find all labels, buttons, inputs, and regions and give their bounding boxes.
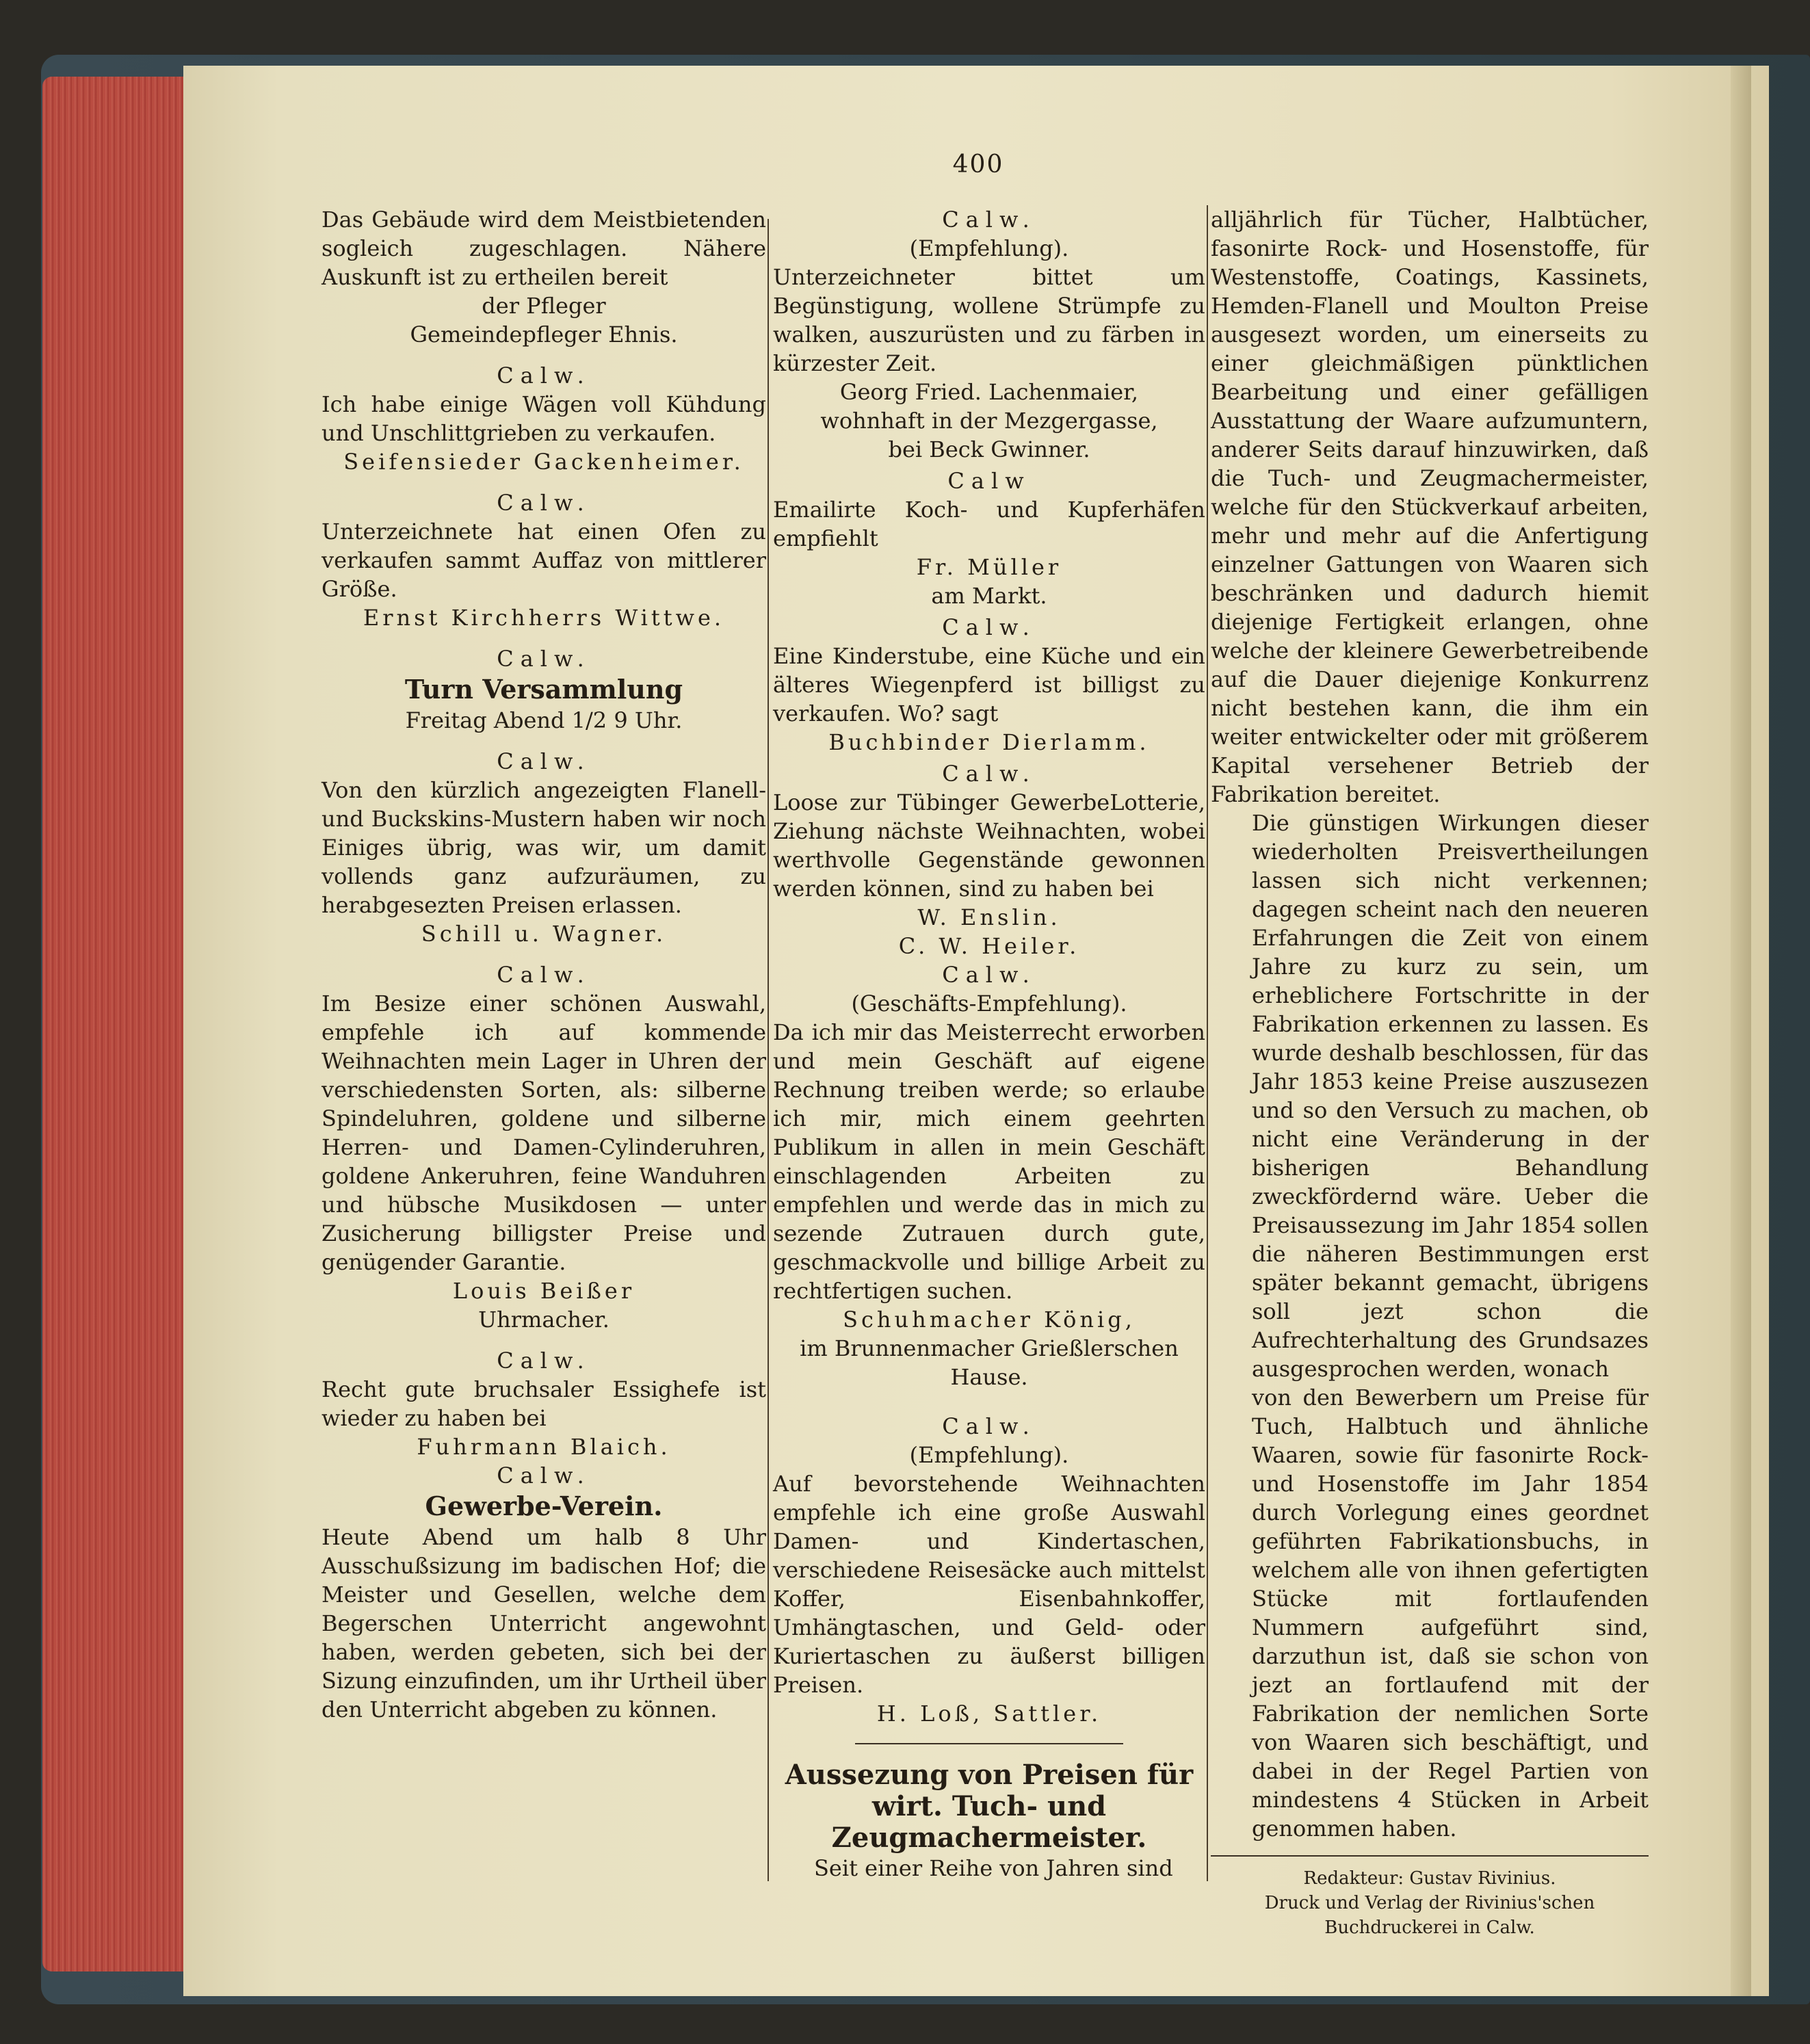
notice-place: Calw. bbox=[497, 962, 591, 988]
notice-text: Da ich mir das Meisterrecht erworben und mein Geschäft auf eigene Rechnung treiben werde; so erlaube ich mir, mich einem geehrten Publikum in allen in mein Geschäft einschlagenden Arbeiten zu empfehlen und werde das in mich zu sezende Zutrauen durch gute, geschmackvolle und billige Arbeit zu rechtfertigen suchen. bbox=[773, 1019, 1205, 1304]
notice-signature: W. Enslin. bbox=[917, 904, 1061, 930]
notice-place: Calw. bbox=[497, 363, 591, 389]
notice-text: Unterzeichneter bittet um Begünstigung, wollene Strümpfe zu walken, auszurüsten und zu färben in kürzester Zeit. bbox=[773, 264, 1205, 376]
notice bbox=[773, 960, 1205, 1391]
page-number: 400 bbox=[952, 150, 1004, 179]
notice-signature: Georg Fried. Lachenmaier, bbox=[839, 379, 1139, 405]
notice bbox=[322, 960, 766, 1334]
column-rule-left bbox=[768, 219, 769, 1881]
notice-place: Calw. bbox=[497, 748, 591, 774]
notice-subtitle: (Empfehlung). bbox=[909, 1442, 1069, 1468]
notice-title: Turn Versammlung bbox=[404, 674, 683, 705]
notice-signature: Gemeindepfleger Ehnis. bbox=[410, 322, 678, 348]
notice-signature: im Brunnenmacher Grießlerschen bbox=[800, 1335, 1179, 1361]
notice-signature: Fr. Müller bbox=[916, 554, 1062, 580]
notice-place: Calw. bbox=[942, 207, 1036, 233]
notice-signature: Ernst Kirchherrs Wittwe. bbox=[363, 605, 725, 631]
notice-text: Auf bevorstehende Weihnachten empfehle ich eine große Auswahl Damen- und Kindertaschen, verschiedene Reisesäcke auch mittelst Koffer, Eisenbahnkoffer, Umhängtaschen, und Geld- oder Kuriertaschen zu äußerst billigen Preisen. bbox=[773, 1471, 1205, 1698]
notice-text: Ich habe einige Wägen voll Kühdung und Unschlittgrieben zu verkaufen. bbox=[322, 391, 766, 446]
section-divider bbox=[855, 1743, 1123, 1744]
article-text: Seit einer Reihe von Jahren sind bbox=[814, 1855, 1173, 1881]
notice-place: Calw. bbox=[942, 1413, 1036, 1439]
notice-place: Calw bbox=[947, 468, 1031, 494]
notice-signature: Uhrmacher. bbox=[478, 1307, 609, 1333]
page-edges bbox=[42, 77, 190, 1971]
notice-place: Calw. bbox=[942, 761, 1036, 787]
notice-place: Calw. bbox=[497, 646, 591, 672]
notice-text: Eine Kinderstube, eine Küche und ein älteres Wiegenpferd ist billigst zu verkaufen. Wo? sagt bbox=[773, 643, 1205, 726]
notice bbox=[322, 1346, 766, 1461]
notice-signature: Fuhrmann Blaich. bbox=[417, 1434, 671, 1460]
notice-place: Calw. bbox=[942, 962, 1036, 988]
editor-line: Redakteur: Gustav Rivinius. bbox=[1303, 1868, 1556, 1889]
notice-text: Von den kürzlich angezeigten Flanell- und Buckskins-Mustern haben wir noch Einiges übrig, was wir, um damit vollends ganz aufzuräumen, zu herabgesezten Preisen erlassen. bbox=[322, 777, 766, 918]
notice-signature: der Pfleger bbox=[482, 293, 606, 319]
notice-signature: Buchbinder Dierlamm. bbox=[828, 729, 1150, 755]
notice bbox=[773, 205, 1205, 464]
article-text: alljährlich für Tücher, Halbtücher, fasonirte Rock- und Hosenstoffe, für Westenstoffe, Coatings, Kassinets, Hemden-Flanell und Moulton Preise ausgesezt worden, um einerseits zu einer gleichmäßigen pünktlichen Bearbeitung und einer gefälligen Ausstattung der Waare aufzumuntern, anderer Seits darauf hinzuwirken, daß die Tuch- und Zeugmachermeister, welche für den Stückverkauf arbeiten, mehr und mehr auf die Anfertigung einzelner Gattungen von Waaren sich beschränken und dadurch hiemit diejenige Fertigkeit erlangen, ohne welche der kleinere Gewerbetreibende auf die Dauer diejenige Konkurrenz nicht bestehen kann, die ihm ein weiter entwickelter oder mit größerem Kapital versehener Betrieb der Fabrikation bereitet. bbox=[1211, 207, 1649, 807]
notice-signature: bei Beck Gwinner. bbox=[888, 436, 1090, 462]
notice-text: Emailirte Koch- und Kupferhäfen empfiehlt bbox=[773, 497, 1205, 551]
notice-signature: Hause. bbox=[950, 1364, 1028, 1390]
notice-signature: Schill u. Wagner. bbox=[421, 921, 667, 947]
notice-text: Im Besize einer schönen Auswahl, empfehle ich auf kommende Weihnachten mein Lager in Uhren der verschiedensten Sorten, als: silberne Spindeluhren, goldene und silberne Herren- und Damen-Cylinderuhren, goldene Ankeruhren, feine Wanduhren und hübsche Musikdosen — unter Zusicherung billigster Preise und genügender Garantie. bbox=[322, 991, 766, 1275]
column-middle bbox=[773, 205, 1205, 1883]
imprint-divider bbox=[1211, 1855, 1649, 1857]
notice-subtitle: (Empfehlung). bbox=[909, 235, 1069, 261]
notice-title: Gewerbe-Verein. bbox=[425, 1491, 663, 1521]
column-rule-right bbox=[1207, 205, 1208, 1881]
notice-signature: C. W. Heiler. bbox=[898, 933, 1080, 959]
printer-line: Druck und Verlag der Rivinius'schen Buchdruckerei in Calw. bbox=[1264, 1893, 1595, 1938]
notice-place: Calw. bbox=[497, 1348, 591, 1374]
notice-text: Recht gute bruchsaler Essighefe ist wieder zu haben bei bbox=[322, 1376, 766, 1431]
notice bbox=[322, 488, 766, 632]
notice bbox=[322, 644, 766, 735]
notice bbox=[773, 467, 1205, 610]
article-headline: Aussezung von Preisen für wirt. Tuch- und Zeugmachermeister. bbox=[785, 1759, 1194, 1854]
notice-place: Calw. bbox=[497, 1463, 591, 1489]
notice bbox=[322, 1461, 766, 1724]
notice-signature: Schuhmacher König, bbox=[843, 1307, 1136, 1333]
notice-text: Freitag Abend 1/2 9 Uhr. bbox=[405, 707, 683, 733]
column-left bbox=[322, 205, 766, 1724]
notice-place: Calw. bbox=[942, 614, 1036, 640]
notice bbox=[322, 361, 766, 476]
notice-place: Calw. bbox=[497, 490, 591, 516]
article-text: Die günstigen Wirkungen dieser wiederholten Preisvertheilungen lassen sich nicht verkennen; dagegen scheint nach den neueren Erfahrungen die Zeit von einem Jahre zu kurz zu sein, um erheblichere Fortschritte in der Fabrikation erkennen zu lassen. Es wurde deshalb beschlossen, für das Jahr 1853 keine Preise auszusezen und so den Versuch zu machen, ob nicht eine Veränderung in der bisherigen Behandlung zweckfördernd wäre. Ueber die Preisaussezung im Jahr 1854 sollen die näheren Bestimmungen erst später bekannt gemacht, übrigens soll jezt schon die Aufrechterhaltung des Grundsazes ausgesprochen werden, wonach bbox=[1252, 810, 1649, 1382]
notice-text: Loose zur Tübinger GewerbeLotterie, Ziehung nächste Weihnachten, wobei werthvolle Gegenstände gewonnen werden können, sind zu haben bei bbox=[773, 789, 1205, 902]
notice bbox=[322, 205, 766, 349]
notice-text: Heute Abend um halb 8 Uhr Ausschußsizung im badischen Hof; die Meister und Gesellen, welche dem Begerschen Unterricht angewohnt haben, werden gebeten, sich bei der Sizung einzufinden, um ihr Urtheil über den Unterricht abgeben zu können. bbox=[322, 1524, 766, 1722]
article bbox=[773, 1759, 1205, 1883]
column-right bbox=[1211, 205, 1649, 1940]
notice bbox=[773, 613, 1205, 757]
notice-subtitle: (Geschäfts-Empfehlung). bbox=[851, 991, 1127, 1017]
notice-signature: wohnhaft in der Mezgergasse, bbox=[820, 408, 1158, 434]
page-gutter-shadow bbox=[1731, 66, 1751, 1996]
notice-signature: H. Loß, Sattler. bbox=[876, 1701, 1102, 1727]
article-text: von den Bewerbern um Preise für Tuch, Halbtuch und ähnliche Waaren, sowie für fasonirte Rock- und Hosenstoffe im Jahr 1854 durch Vorlegung eines geordnet geführten Fabrikationsbuchs, in welchem alle von ihnen gefertigten Stücke mit fortlaufenden Nummern aufgeführt sind, darzuthun ist, daß sie schon von jezt an fortlaufend mit der Fabrikation der nemlichen Sorte von Waaren sich beschäftigt, und dabei in der Regel Partien von mindestens 4 Stücken in Arbeit genommen haben. bbox=[1252, 1385, 1649, 1842]
notice-signature: Louis Beißer bbox=[452, 1278, 635, 1304]
notice-text: Unterzeichnete hat einen Ofen zu verkaufen sammt Auffaz von mittlerer Größe. bbox=[322, 519, 766, 602]
notice-signature: Seifensieder Gackenheimer. bbox=[343, 449, 744, 475]
notice-text: Das Gebäude wird dem Meistbietenden sogleich zugeschlagen. Nähere Auskunft ist zu ertheilen bereit bbox=[322, 207, 766, 290]
notice bbox=[773, 759, 1205, 960]
notice bbox=[773, 1412, 1205, 1728]
notice bbox=[322, 747, 766, 948]
notice-signature: am Markt. bbox=[931, 583, 1047, 609]
